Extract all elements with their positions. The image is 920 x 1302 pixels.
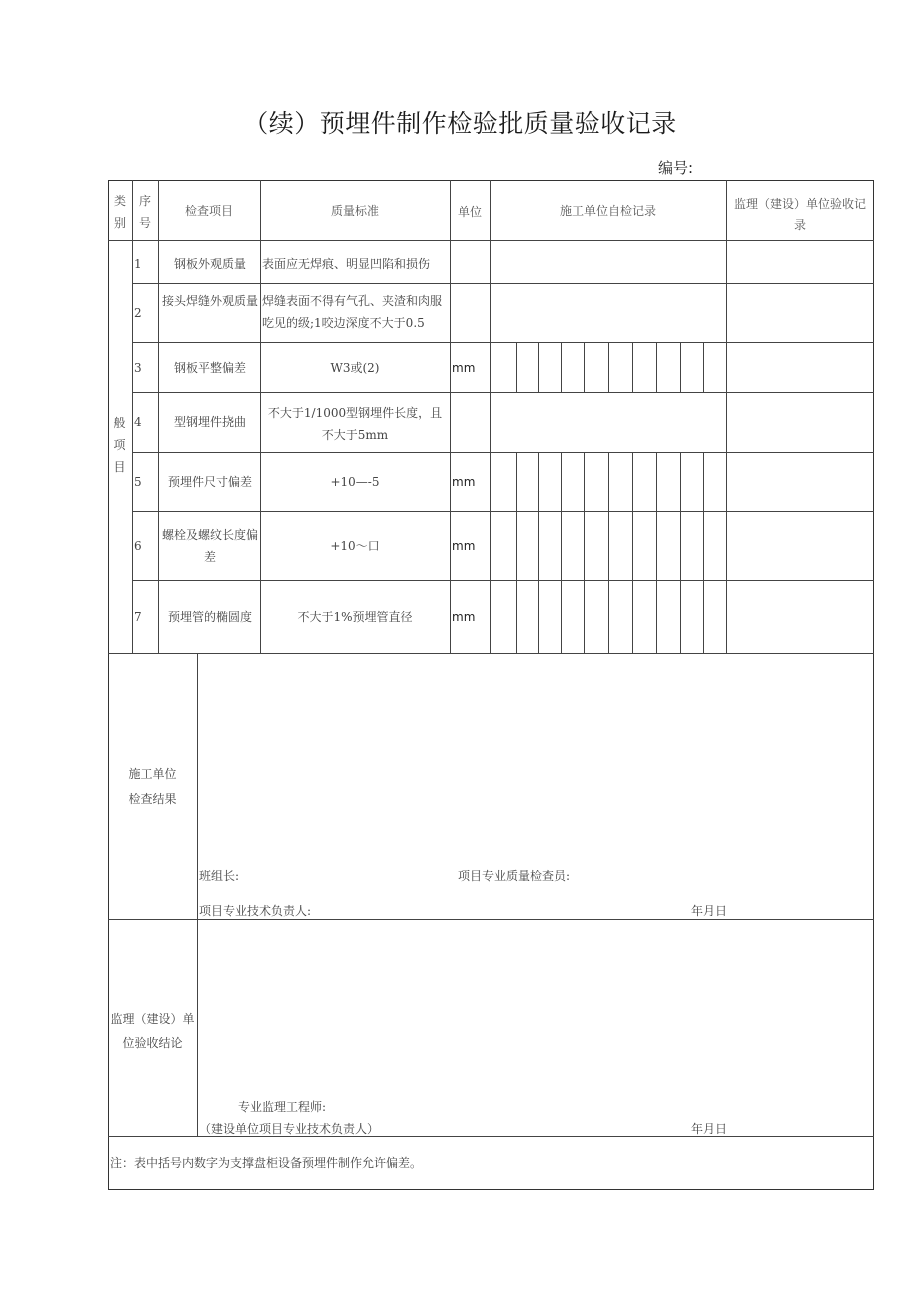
grid-line [197,653,198,1136]
grid-line [450,180,451,653]
check-cell-divider [608,511,609,580]
check-cell-divider [632,452,633,511]
grid-line [108,240,874,241]
row-7-item: 预埋管的椭圆度 [167,610,252,624]
row-5-standard: +10—-5 [330,475,380,489]
grid-line [490,180,491,653]
row-5-no: 5 [134,475,142,489]
construction-date: 年月日 [691,904,728,918]
row-6-unit: mm [452,539,476,553]
check-cell-divider [584,580,585,653]
grid-line [108,653,874,654]
row-2-item: 接头焊缝外观质量 [161,294,258,308]
check-cell-divider [656,511,657,580]
check-cell-divider [561,511,562,580]
team-leader-label: 班组长: [199,869,240,883]
check-cell-divider [680,452,681,511]
owner-tech-label: （建设单位项目专业技术负责人） [199,1122,380,1136]
check-cell-divider [632,511,633,580]
check-cell-divider [561,452,562,511]
row-6-no: 6 [134,539,142,553]
construction-label-2: 检查结果 [128,792,177,806]
row-5-unit: mm [452,475,476,489]
row-7-unit: mm [452,610,476,624]
row-1-no: 1 [134,257,142,271]
quality-inspector-label: 项目专业质量检查员: [458,869,571,883]
grid-line [132,452,874,453]
row-7-standard: 不大于1%预埋管直径 [297,610,413,624]
row-4-no: 4 [134,415,142,429]
check-cell-divider [516,452,517,511]
check-cell-divider [632,580,633,653]
engineer-label: 专业监理工程师: [238,1100,327,1114]
row-6-item: 螺栓及螺纹长度偏差 [161,528,258,564]
header-unit: 单位 [457,205,482,219]
check-cell-divider [561,580,562,653]
row-2-no: 2 [134,306,142,320]
check-cell-divider [538,580,539,653]
row-6-standard: +10～口 [330,539,380,553]
grid-line [132,180,133,653]
grid-line [132,392,874,393]
row-1-item: 钢板外观质量 [173,257,246,271]
row-4-item: 型钢埋件挠曲 [173,415,246,429]
row-3-standard: W3或(2) [330,361,380,375]
check-cell-divider [584,342,585,392]
check-cell-divider [608,452,609,511]
row-3-unit: mm [452,361,476,375]
check-cell-divider [608,580,609,653]
row-5-item: 预埋件尺寸偏差 [167,475,252,489]
check-cell-divider [656,580,657,653]
check-cell-divider [608,342,609,392]
check-cell-divider [703,342,704,392]
check-cell-divider [538,452,539,511]
grid-line [108,919,874,920]
grid-line [726,180,727,653]
category-general: 般项目 [113,416,126,474]
check-cell-divider [584,511,585,580]
grid-line [158,180,159,653]
supervision-label-2: 位验收结论 [122,1036,183,1050]
header-supervision: 监理（建设）单位验收记录 [733,197,866,232]
supervision-label-1: 监理（建设）单 [110,1012,195,1026]
check-cell-divider [632,342,633,392]
check-cell-divider [516,511,517,580]
tech-leader-label: 项目专业技术负责人: [199,904,312,918]
row-2-standard: 焊缝表面不得有气孔、夹渣和肉服吃见的级;1咬边深度不大于0.5 [262,294,443,330]
check-cell-divider [538,342,539,392]
check-cell-divider [516,580,517,653]
row-4-standard: 不大于1/1000型钢埋件长度，且不大于5mm [267,406,443,442]
page-title: （续）预埋件制作检验批质量验收记录 [243,109,677,138]
row-3-item: 钢板平整偏差 [173,361,246,375]
supervision-date: 年月日 [691,1122,728,1136]
construction-label-1: 施工单位 [128,767,177,781]
check-cell-divider [703,511,704,580]
check-cell-divider [538,511,539,580]
grid-line [132,511,874,512]
grid-line [260,180,261,653]
check-cell-divider [680,580,681,653]
grid-line [132,342,874,343]
check-cell-divider [680,511,681,580]
check-cell-divider [680,342,681,392]
header-self-check: 施工单位自检记录 [559,204,656,218]
header-item: 检查项目 [184,204,233,218]
check-cell-divider [584,452,585,511]
check-cell-divider [703,580,704,653]
row-7-no: 7 [134,610,142,624]
check-cell-divider [516,342,517,392]
grid-line [132,580,874,581]
check-cell-divider [561,342,562,392]
header-category: 类别 [113,194,126,230]
header-standard: 质量标准 [330,204,379,218]
check-cell-divider [656,452,657,511]
code-label: 编号: [658,159,694,177]
inspection-table [108,180,874,1190]
header-seq: 序号 [138,194,151,230]
row-3-no: 3 [134,361,142,375]
note: 注：表中括号内数字为支撑盘柜设备预埋件制作允许偏差。 [110,1156,423,1170]
grid-line [132,283,874,284]
check-cell-divider [703,452,704,511]
check-cell-divider [656,342,657,392]
row-1-standard: 表面应无焊痕、明显凹陷和损伤 [262,257,431,271]
